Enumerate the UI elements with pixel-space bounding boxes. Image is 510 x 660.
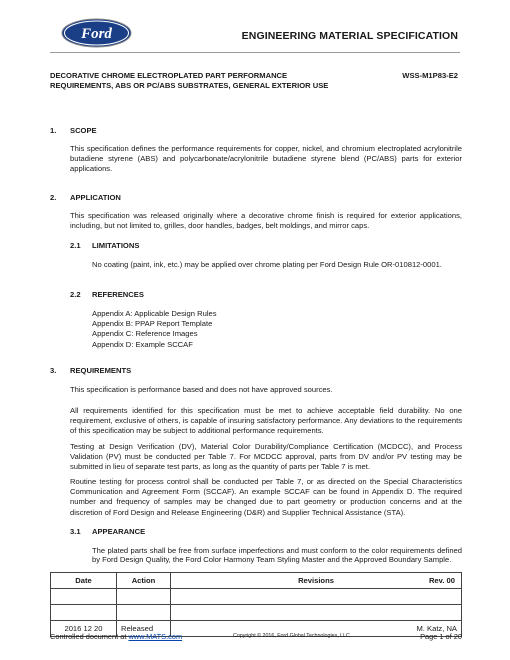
section-1-body: This specification defines the performance requirements for copper, nickel, and chromium electroplated acrylonitrile butadiene styrene (ABS) and polycarbonate/acrylonitrile butadiene styrene blend (PC/ABS) parts for exterior applications.	[70, 144, 462, 174]
section-2-number: 2.	[50, 193, 57, 202]
references-list	[92, 309, 462, 350]
section-2-title: APPLICATION	[70, 193, 121, 202]
section-2-1-number: 2.1	[70, 241, 81, 250]
footer-controlled-document	[50, 632, 182, 641]
row-revisions	[171, 589, 462, 605]
section-3-1-number: 3.1	[70, 527, 81, 536]
footer-controlled-prefix: Controlled document at	[50, 632, 129, 641]
header-rev-number: Rev. 00	[428, 576, 455, 585]
section-3-1-body: The plated parts shall be free from surface imperfections and must conform to the color requirements defined by Ford Design Quality, the Ford Color Harmony Team Styling Master and the Approved Boundary Sample.	[92, 546, 462, 565]
section-3-para-4: Routine testing for process control shall be conducted per Table 7, or as directed on the Special Characteristics Communication and Agreement Form (SCCAF). An example SCCAF can be found in Appendix D. The required number and frequency of samples may be changed due to part geometry or production concerns and at the discretion of Ford Design and Release Engineering (D&R) and Supplier Technical Assistance (STA).	[70, 477, 462, 517]
row-action: Released	[117, 621, 171, 637]
reference-item: Appendix C: Reference Images	[92, 329, 198, 339]
reference-item: Appendix A: Applicable Design Rules	[92, 309, 217, 318]
ford-logo-text: Ford	[81, 26, 112, 42]
section-2-2-title: REFERENCES	[92, 290, 144, 299]
header-divider	[50, 52, 460, 53]
spec-subject-title: DECORATIVE CHROME ELECTROPLATED PART PERFORMANCE REQUIREMENTS, ABS OR PC/ABS SUBSTRATES, GENERAL EXTERIOR USE	[50, 71, 329, 91]
spec-number: WSS-M1P83-E2	[402, 71, 458, 80]
header-revisions	[171, 573, 462, 589]
row-revisions	[171, 605, 462, 621]
table-row	[51, 589, 462, 605]
section-1-title: SCOPE	[70, 126, 97, 135]
section-3-para-2: All requirements identified for this specification must be met to achieve acceptable field durability. No one requirement, exclusive of others, is capable of insuring satisfactory performance. Any deviations to the requirements of this specification may be subject to additional performance requirements.	[70, 406, 462, 436]
revision-table-header	[51, 573, 462, 589]
header-revisions-label: Revisions	[298, 576, 334, 585]
footer-copyright: Copyright © 2016, Ford Global Technologies, LLC	[233, 633, 350, 639]
reference-item: Appendix B: PPAP Report Template	[92, 319, 213, 329]
header-action: Action	[117, 573, 171, 589]
table-row	[51, 605, 462, 621]
section-2-2-number: 2.2	[70, 290, 81, 299]
section-2-1-title: LIMITATIONS	[92, 241, 140, 250]
row-date	[51, 605, 117, 621]
section-1-number: 1.	[50, 126, 57, 135]
revision-table	[50, 572, 462, 637]
section-3-title: REQUIREMENTS	[70, 366, 132, 375]
row-date: 2016 12 20	[51, 621, 117, 637]
row-action	[117, 589, 171, 605]
row-action	[117, 605, 171, 621]
document-title: ENGINEERING MATERIAL SPECIFICATION	[241, 30, 458, 42]
row-revisions: M. Katz, NA	[171, 621, 462, 637]
section-3-para-3: Testing at Design Verification (DV), Material Color Durability/Compliance Certification (MCDCC), and Process Validation (PV) must be conducted per Table 7. For MCDCC approval, parts from DV and/or PV testing may be submitted in lieu of separate test parts, as long as the quantity of parts per Table 7 is met.	[70, 442, 462, 472]
section-3-para-1: This specification is performance based and does not have approved sources.	[70, 385, 333, 394]
ford-logo	[61, 18, 132, 48]
section-3-number: 3.	[50, 366, 57, 375]
mats-link[interactable]: www.MATS.com	[128, 632, 183, 641]
reference-item: Appendix D: Example SCCAF	[92, 339, 193, 349]
section-2-1-body: No coating (paint, ink, etc.) may be applied over chrome plating per Ford Design Rule OR-010812-0001.	[92, 260, 442, 269]
section-3-1-title: APPEARANCE	[92, 527, 146, 536]
page-number: Page 1 of 20	[420, 632, 462, 641]
section-2-body: This specification was released originally where a decorative chrome finish is required for exterior applications, including, but not limited to, grilles, door handles, badges, belt moldings, and mirror caps.	[70, 211, 462, 231]
row-date	[51, 589, 117, 605]
header-date: Date	[51, 573, 117, 589]
